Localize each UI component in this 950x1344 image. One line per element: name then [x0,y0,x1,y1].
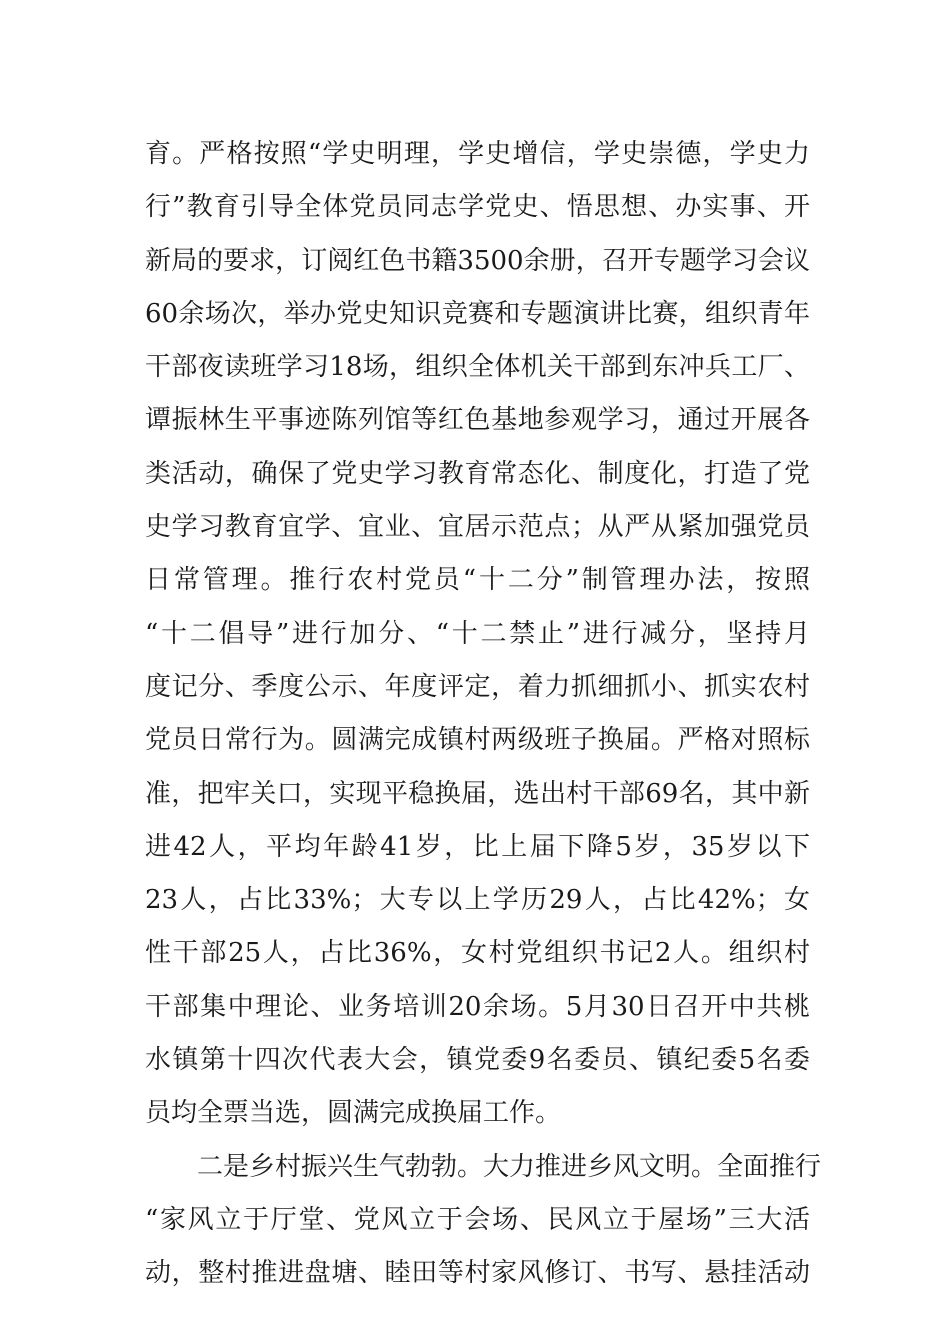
body-text [145,128,822,1301]
text-line: 党员日常行为。圆满完成镇村两级班子换届。严格对照标 [145,725,810,756]
text-line: 史学习教育宜学、宜业、宜居示范点；从严从紧加强党员 [145,512,810,543]
text-line: 干部夜读班学习18场，组织全体机关干部到东冲兵工厂、 [145,352,810,383]
text-line: 育。严格按照“学史明理，学史增信，学史崇德，学史力 [145,139,810,169]
text-line: 干部集中理论、业务培训20余场。5月30日召开中共桃 [145,991,810,1022]
text-line: 水镇第十四次代表大会，镇党委9名委员、镇纪委5名委 [145,1045,810,1076]
text-line: 度记分、季度公示、年度评定，着力抓细抓小、抓实农村 [145,671,810,702]
text-line: 日常管理。推行农村党员“十二分”制管理办法，按照 [145,565,810,596]
text-line: 性干部25人，占比36%，女村党组织书记2人。组织村 [145,938,810,969]
text-line: 新局的要求，订阅红色书籍3500余册，召开专题学习会议 [145,245,810,276]
text-line: 员均全票当选，圆满完成换届工作。 [145,1098,562,1129]
text-line: 二是乡村振兴生气勃勃。大力推进乡风文明。全面推行 [197,1151,822,1182]
text-line: 类活动，确保了党史学习教育常态化、制度化，打造了党 [145,458,810,489]
text-line: 准，把牢关口，实现平稳换届，选出村干部69名，其中新 [145,778,810,809]
text-line: 60余场次，举办党史知识竞赛和专题演讲比赛，组织青年 [145,298,810,329]
text-line: 动，整村推进盘塘、睦田等村家风修订、书写、悬挂活动 [145,1258,810,1289]
text-line: 行”教育引导全体党员同志学党史、悟思想、办实事、开 [145,192,810,223]
text-line: “十二倡导”进行加分、“十二禁止”进行减分，坚持月 [145,618,810,649]
text-line: “家风立于厅堂、党风立于会场、民风立于屋场”三大活 [145,1204,810,1235]
text-line: 23人，占比33%；大专以上学历29人，占比42%；女 [145,885,810,916]
text-line: 进42人，平均年龄41岁，比上届下降5岁，35岁以下 [145,831,810,862]
text-line: 谭振林生平事迹陈列馆等红色基地参观学习，通过开展各 [145,405,810,436]
